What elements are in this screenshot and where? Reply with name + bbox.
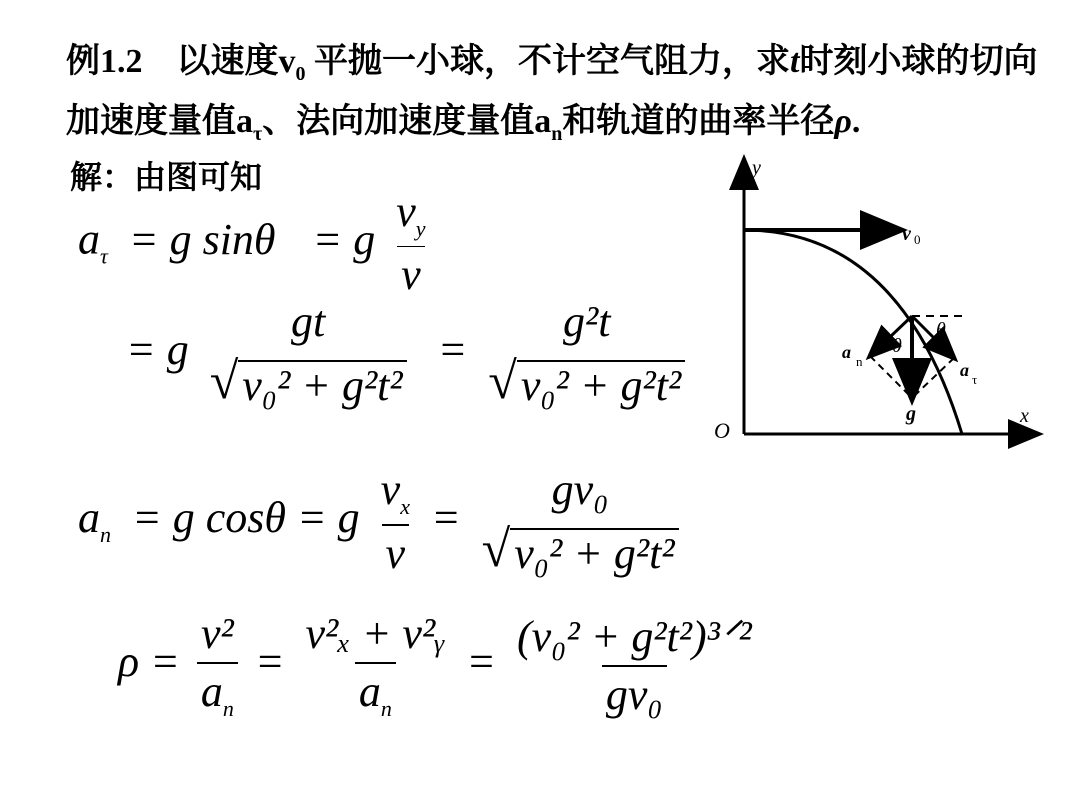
svg-text:g: g xyxy=(906,403,916,425)
an-vector xyxy=(870,316,912,356)
equation-normal: $a_n = g$ cosθ = g $\frac{\nu_x}{\nu}$ = gν₀ √ ν₀² + g²t² xyxy=(78,468,689,576)
svg-text:a: a xyxy=(960,360,969,380)
y-axis-label: y xyxy=(752,157,761,179)
at-vector xyxy=(912,316,954,358)
svg-text:v: v xyxy=(902,223,911,245)
equation-tangential: $a_\tau = g$ sinθ = g $\frac{\nu_y}{\nu}$ xyxy=(78,187,426,299)
equation-curvature-radius: ρ = $\frac{\text{v²}}{a_n}$ = $\frac{\text{v²ₓ + v²ᵧ}}{a_n}$ = $\frac{\text{(ν₀² + g²t²)³ᐟ²}}{\text{gv₀}}$ xyxy=(118,609,752,721)
problem-statement: 例1.2 以速度$v_0$ 平抛一小球，不计空气阻力，求t时刻小球的切向加速度量值$a_\tau$、法向加速度量值$a_n$和轨道的曲率半径ρ. xyxy=(66,43,1038,145)
projectile-diagram xyxy=(700,150,1050,450)
svg-text:θ: θ xyxy=(892,335,902,357)
svg-text:n: n xyxy=(856,354,863,369)
svg-text:0: 0 xyxy=(914,232,921,247)
svg-text:a: a xyxy=(842,342,851,362)
svg-text:θ: θ xyxy=(936,319,946,341)
solution-label: 解：由图可知 xyxy=(70,158,263,196)
equation-tangential-expanded: = g gt √ ν₀² + g²t² = g²t √ ν₀² + g²t² xyxy=(126,300,695,408)
origin-label: O xyxy=(714,418,730,443)
x-axis-label: x xyxy=(1020,405,1029,427)
svg-text:τ: τ xyxy=(972,372,978,387)
